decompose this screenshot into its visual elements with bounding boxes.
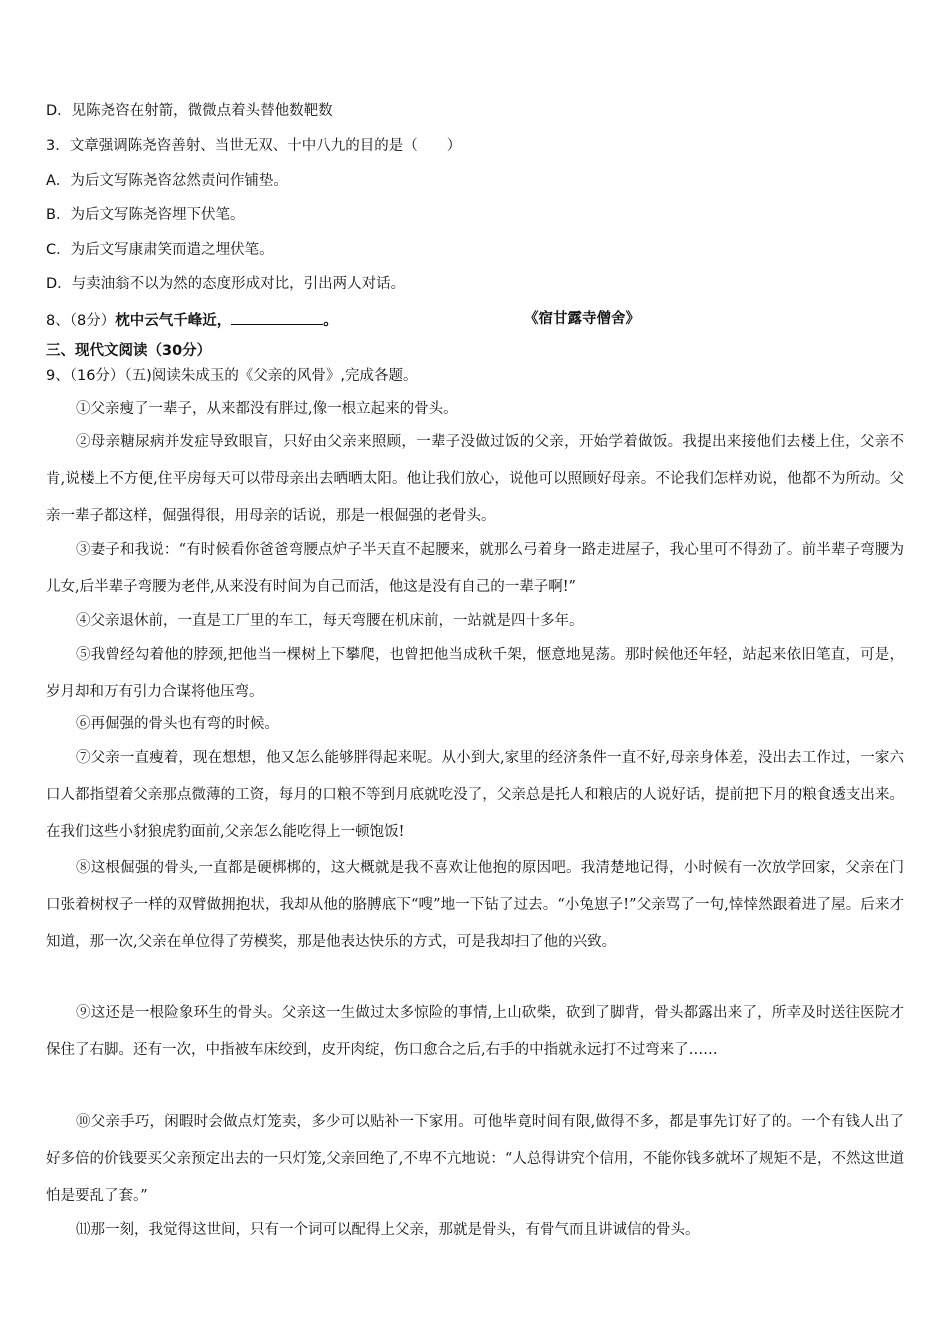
passage-paragraph-1: ①父亲瘦了一辈子，从来都没有胖过,像一根立起来的骨头。 xyxy=(76,401,458,417)
q3-option-d: D．与卖油翁不以为然的态度形成对比，引出两人对话。 xyxy=(46,276,406,292)
passage-paragraph-9: ⑨这还是一根险象环生的骨头。父亲这一生做过太多惊险的事情,上山砍柴，砍到了脚背，骨头都露出来了，所幸及时送往医院才保住了右脚。还有一次，中指被车床绞到，皮开肉绽，伤口愈合之后,右手的中指就永远打不过弯来了…… xyxy=(46,1005,904,1058)
q8-answer-blank[interactable] xyxy=(231,309,323,325)
q9-intro: 9、（16分）（五)阅读朱成玉的《父亲的风骨》,完成各题。 xyxy=(46,368,418,384)
q3-stem: 3．文章强调陈尧咨善射、当世无双、十中八九的目的是（ ） xyxy=(46,138,462,154)
passage-paragraph-11: ⑾那一刻，我觉得这世间，只有一个词可以配得上父亲，那就是骨头，有骨气而且讲诚信的骨头。 xyxy=(76,1222,700,1238)
q8-verse-end: 。 xyxy=(323,313,338,329)
passage-paragraph-2: ②母亲糖尿病并发症导致眼盲，只好由父亲来照顾，一辈子没做过饭的父亲，开始学着做饭。我提出来接他们去楼上住，父亲不肯,说楼上不方便,住平房每天可以带母亲出去晒晒太阳。他让我们放心，说他可以照顾好母亲。不论我们怎样劝说，他都不为所动。父亲一辈子都这样，倔强得很，用母亲的话说，那是一根倔强的老骨头。 xyxy=(46,434,904,524)
passage-paragraph-4: ④父亲退休前，一直是工厂里的车工，每天弯腰在机床前，一站就是四十多年。 xyxy=(76,613,584,629)
passage-paragraph-7: ⑦父亲一直瘦着，现在想想，他又怎么能够胖得起来呢。从小到大,家里的经济条件一直不好,母亲身体差，没出去工作过，一家六口人都指望着父亲那点微薄的工资，每月的口粮不等到月底就吃没了，父亲总是托人和粮店的人说好话，提前把下月的粮食透支出来。在我们这些小豺狼虎豹面前,父亲怎么能吃得上一顿饱饭! xyxy=(46,750,904,840)
q3-option-a: A．为后文写陈尧咨忿然责问作铺垫。 xyxy=(46,173,288,189)
q8-number: 8、（8分） xyxy=(46,313,116,329)
q8-line xyxy=(46,309,338,331)
passage-paragraph-5: ⑤我曾经勾着他的脖颈,把他当一棵树上下攀爬，也曾把他当成秋千架，惬意地晃荡。那时候他还年轻，站起来依旧笔直，可是，岁月却和万有引力合谋将他压弯。 xyxy=(46,647,904,700)
q2-option-d: D．见陈尧咨在射箭，微微点着头替他数靶数 xyxy=(46,103,333,119)
q8-verse: 枕中云气千峰近， xyxy=(115,313,232,329)
q3-option-c: C．为后文写康肃笑而遣之埋伏笔。 xyxy=(46,242,274,258)
passage-paragraph-8: ⑧这根倔强的骨头,一直都是硬梆梆的，这大概就是我不喜欢让他抱的原因吧。我清楚地记得，小时候有一次放学回家，父亲在门口张着树杈子一样的双臂做拥抱状，我却从他的胳膊底下“嗖”地一下钻了过去。“小兔崽子!”父亲骂了一句,悻悻然跟着进了屋。后来才知道，那一次,父亲在单位得了劳模奖，那是他表达快乐的方式，可是我却扫了他的兴致。 xyxy=(46,860,904,950)
q3-option-b: B．为后文写陈尧咨埋下伏笔。 xyxy=(46,207,245,223)
passage-paragraph-10: ⑩父亲手巧，闲暇时会做点灯笼卖，多少可以贴补一下家用。可他毕竟时间有限,做得不多，都是事先订好了的。一个有钱人出了好多倍的价钱要买父亲预定出去的一只灯笼,父亲回绝了,不卑不亢地说：“人总得讲究个信用，不能你钱多就坏了规矩不是，不然这世道怕是要乱了套。” xyxy=(46,1114,904,1204)
section-heading: 三、现代文阅读（30分） xyxy=(46,343,212,359)
passage-paragraph-6: ⑥再倔强的骨头也有弯的时候。 xyxy=(76,716,279,732)
q8-poem-source: 《宿甘露寺僧舍》 xyxy=(524,311,640,327)
passage-paragraph-3: ③妻子和我说：“有时候看你爸爸弯腰点炉子半天直不起腰来，就那么弓着身一路走进屋子，我心里可不得劲了。前半辈子弯腰为儿女,后半辈子弯腰为老伴,从来没有时间为自己而活，他这是没有自己的一辈子啊!” xyxy=(46,542,904,595)
